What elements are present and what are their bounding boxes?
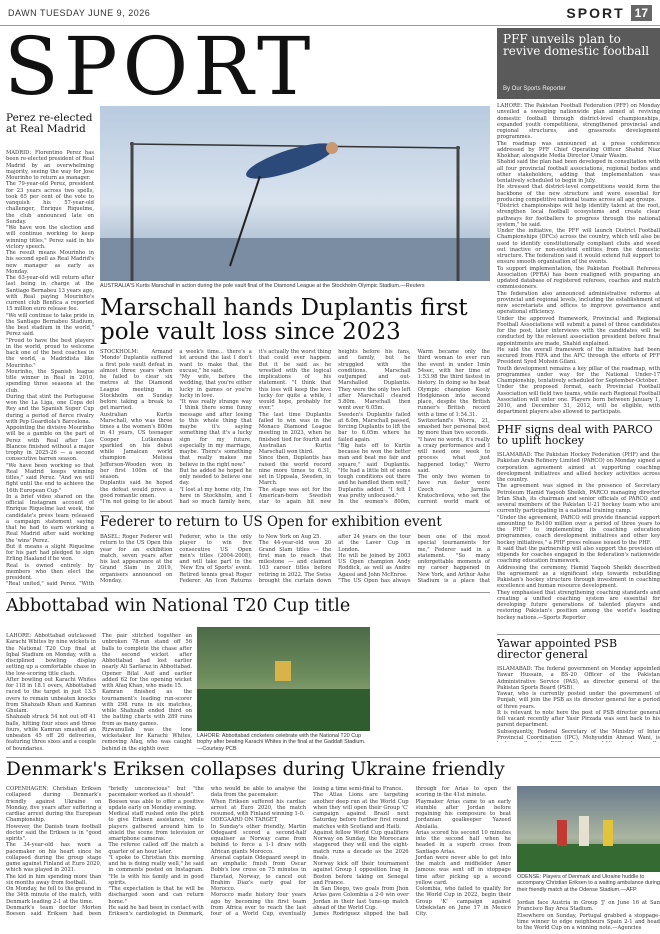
abbottabad-body: LAHORE: Abbottabad outclassed Karachi Whites by nine wickets in the National T20 Cup final at Iqbal Stadium on Monday, with a disciplined bowling display setting up a comfortable chase in the low-scoring title clash. After bowling out Karachi Whites for 118 in 18.1 overs, Abbottabad raced to the target in just 13.5 overs to remain unbeaten knocks from Shahzaib Khan and Kamran Ghulam. Shahzaib struck 54 not out off 41 balls, hitting four sixes and three fours, while Kamran smashed an unbeaten 45 off 26 deliveries, featuring three sixes and a couple of boundaries. The pair stitched together an unbroken 78-run stand off 56 balls to complete the chase after the second wicket after Abbottabad had lost earlier nearly Ali Sarfaraz in Abbottabad. Opener Bilal Asif and earlier added 62 for the opening wicket with Afaq Khan, who made 15. Kamran finished as the tournament's leading run-scorer with 298 runs in six matches, while Shahzaib ended third on the batting charts with 289 runs from as many games. Rizwanullah was the lone wicketaker for Karachi Whites, removing Afaq, who was caught behind in the eighth over. [6, 633, 192, 752]
photo-pole-vault [100, 106, 490, 281]
eriksen-tail: Jordan face Austria in Group 'J' on June 16 at San Francisco Bay Area Stadium. Elsewhere on Sunday, Portugal grabbed a stoppage-time winner to edge neighbours Spain 2-1 and head to the World Cup on a winning note.—Agencies [517, 900, 660, 931]
federer-headline: Federer to return to US Open for exhibition event [100, 515, 442, 530]
abbottabad-byline-box [6, 620, 96, 629]
masthead-section: SPORT [566, 4, 625, 21]
photo-eriksen [517, 786, 660, 872]
abbottabad-body-right [374, 633, 490, 755]
rule-yawar [497, 634, 660, 635]
federer-body: BASEL: Roger Federer will return to the US Open this year for an exhibition match, seven years after his last appearance at the Grand Slam in 2019, organisers announced on Monday. Federer, who is the only player to win five consecutive US Open men's titles (2004-2008), and will take part in the 'New Era of Sports' event. Retired tennis great Roger Federer. An Icon Returns to New York on Aug 25. The 44-year-old won 20 Grand Slam titles — the first man to reach that milestone — and claimed 103 career titles before retiring in 2022. The Swiss brought the curtain down after 24 years on the tour at the Laver Cup in London. He will be joined by 2003 US Open champion Andy Roddick, as well as Andre Agassi and John McEnroe. "The US Open has always been one of the most special tournaments for me," Federer said in a statement. "So many unforgettable moments of my career happened in New York, and Arthur Ashe Stadium is a place that [100, 534, 490, 584]
rule-eriksen [6, 757, 660, 758]
pff-headline: PFF unveils plan to revive domestic football [503, 32, 650, 59]
photo-bottom-caption: ODENSE: Players of Denmark and Ukraine huddle to accompany Christian Eriksen to a waiting ambulance during their friendly match at the Odense Stadium.—AFP [517, 874, 660, 893]
perez-headline: Perez re-elected at Real Madrid [6, 113, 93, 135]
eriksen-headline: Denmark's Eriksen collapses during Ukraine friendly [6, 760, 505, 780]
pff-body: LAHORE: The Pakistan Football Federation (PFF) on Monday unveiled a sweeping nationwide plan aimed at reviving domestic football through district-level championships, expanded youth competitions, strengthened provincial and regional structures, and grassroots development programmes. The roadmap was announced at a press conference addressed by PFF Chief Operating Officer Shahid Niaz Khokhar, alongside Media Director Umair Wasim. Shahid said the plan had been developed in consultation with all four provincial football associations, regional bodies and other stakeholders, adding that implementation was tentatively scheduled to begin in July. He stressed that district-level competitions would form the backbone of the new structure and were essential for producing competitive national teams across all age groups. "District championships will help identify talent at the root, strengthen local football ecosystems and create clear pathways for footballers to progress through the national system," he said. Under the initiative, the PFF will launch District Football Championships (DFCs) across the country, which will also be used to identify constitutionally compliant clubs and weed out inactive or non-existent entities from the domestic structure. The federation said it would extend full support to ensure smooth organisation of the events. To support implementation, the Pakistan Football Referees Association (PFRA) has been realigned with preparing an updated database of registered referees, coaches and match commissioners. The federation also announced administrative reforms at provincial and regional levels, including the establishment of new secretariats and offices to improve governance and operational efficiency. Under the approved framework, Provincial and Regional Football Associations will submit a panel of three candidates for the post, later interviews with the candidates will be conducted by the relevant association president before final appointments are made, Shahid explained. He said the overall framework of the initiative had been secured from FIFA and the AFC through the efforts of PFF President Syed Mohsin Gilani. Youth development remains a key pillar of the roadmap, with programmes under way for the National Under-17 Championship, tentatively scheduled for September-October. Under the proposed format, each Provincial Football Association will field two teams, while each Regional Football Association will enter one. Players born between January 1, 2010, and December 31, 2012, will be eligible, with department players also allowed to participate. [497, 103, 660, 416]
section-title: SPORT [4, 28, 316, 106]
footballers-illustration [517, 786, 660, 872]
yawar-body: ISLAMABAD: The federal government on Monday appointed Yawar Hussain, a BS-20 Officer of the Pakistan Administrative Service (PAS), as director general of the Pakistan Sports Board (PSB). Yawar, who is currently posted under the government of Punjab, will join the PSB as its director general for a period of three years. It is relevant to note here the post of PSB director general fell vacant recently after Yasir Pirzada was sent back to his parent department. Subsequently, Federal Secretary of the Ministry of Inter Provincial Coordination (IPC), Mohyuddin Ahmad Wani, is [497, 666, 660, 741]
yawar-headline: Yawar appointed PSB director general [497, 638, 618, 661]
parco-body: ISLAMABAD: The Pakistan Hockey Federation (PHF) and the Pakistan Arab Refinery Limited (PARCO) on Monday signed a corporation agreement aimed at supporting coaching development initiatives and allied hockey activities across the country. The agreement was signed in the presence of Secretary Petroleum Hamid Yaqoob Sheikh, PARCO managing director Irfan Shah, its chairman and senior officials of PARCO and several members of the Pakistan U-21 hockey team who are currently participating in a national training camp. "Under the agreement, PARCO will provide financial support amounting to Rs100 million over a period of three years to the PHF" to implementing its coaching education programmes, coach development initiatives and other key hockey initiatives," a PHF press release issued to the PHF. It said that the partnership will also support the provision of stipends for coaches engaged in the federation's nationwide coaching education framework. Addressing the ceremony, Hamid Yaqoob Sheikh described the agreement as a significant step towards rebuilding Pakistan's hockey structure through investment in coaching excellence and human resource development. They emphasised that strengthening coaching standards and creating a unified coaching system are essential for developing future generations of talented players and restoring Pakistan's position among the world's leading hockey nations.—Sports Reporter [497, 452, 660, 621]
perez-body: MADRID: Florentino Perez has been re-elected president of Real Madrid by an overwhelming majority, seeing the way for Jose Mourinho to return as manager. The 79-year-old Perez, president for 23 years across two spells, took 65 per cent of the vote to vanquish his 57-year-old challenger, Enrique Riquelme, the club announced late on Sunday. "We have won the election and will continue working to keep winning titles," Perez said in his victory speech. The result means Mourinho in his second spell as Real Madrid's new manager as early as Monday. The 63-year-old will return after last being in charge at the Santiago Bernabeu 13 years ago, with Real paying Mourinho's current club Benfica a reported 15 million euro release fee. "We will continue to take pride in the Santiago Bernabeu Stadium, the best stadium in the world," Perez said. "Proud to have the best players in the world, proud to welcome back one of the best coaches in the world, a Madridista like Mourinho." Mourinho, the Spanish league title winner in Real in 2010, spending three seasons at the club. During that stint the Portuguese won the La Liga, one Copa del Rey and the Spanish Super Cup during a period of fierce rivalry with Pep Guardiola's Barcelona. Appointing the divisive Mourinho will be a gamble on the part of Perez with Real after Los Blancos finished without a major trophy in 2025-26 — a second consecutive barren season. "We have been working so that Real Madrid keeps winning titles," said Perez. "And we will fight until the end to achieve the 16th European Cup." In a brief video shared on the official Instagram account of Enrique Riquelme last week, the candidate's press team released a campaign statement saying that he had to earn working a Real Madrid after said working the 'wins' Perez. But it means a slight Riquelme for his part had pledged to sign Erling Haaland if he won. Real is owned entirely by members who then elect the president. "Real united," said Perez. "With [6, 150, 94, 588]
masthead-date: DAWN TUESDAY JUNE 9, 2026 [8, 7, 151, 18]
cricket-team-illustration [197, 627, 370, 731]
pole-vault-illustration [100, 106, 490, 281]
marschall-headline: Marschall hands Duplantis first pole vault loss since 2023 [100, 296, 468, 344]
photo-abbottabad [197, 627, 370, 731]
rule-abbottabad [6, 592, 490, 593]
photo-mid-caption: LAHORE: Abbottabad cricketers celebrate with the National T20 Cup trophy after beating Karachi Whites in the final at the Gaddafi Stadium.—Courtesy PCB [197, 733, 366, 752]
page-number: 17 [631, 5, 652, 21]
pff-byline: By Our Sports Reporter [503, 86, 566, 92]
photo-top-caption: AUSTRALIA'S Kurtis Marschall in action during the pole vault final of the Diamond League at the Stockholm Olympic Stadium.—Reuters [100, 283, 425, 289]
marschall-body: STOCKHOLM: Armand 'Mondo' Duplantis suffered a first pole vault defeat in almost three years when he failed to clear six metres at the Diamond League meeting in Stockholm on Sunday before taking a break to get married. Australian Kurtis Marschall, who was three times a the women's 800m in 41 years, US teenager Cooper Lutkenhaus sparkled on his debut while Jamaican world champion Melissa Jefferson-Wooden won in her first 100m of the season. Duplantis said he hoped the defeat would prove a good romantic omen. "I'm not going to lie about a week's time... there's a lot around the last I don't want to make that the excuse," he said. "My wife, before the wedding, that you're either lucky in games or you're lucky in love. "It was really strange way I think there some funny message and after losing to this whole thing that maybe it's saying something that it's a lucky sign for my future, especially in my marriage, maybe. There's something that really makes me believe in the right now." But he added he hoped he only needed to believe one day. "I lost at my home city, I'm here in Stockholm, and I had so much family here, it's actually the worst thing that could ever happen. But it be said as he wrestled with the logical implications of his statement. "I think that this loss will keep the love lucky for quite a while, I would hope, probably for ever." The last time Duplantis failed to win was in the Monaco Diamond League meeting in 2023, when he finished tied for fourth and Australian Kurtis Marschall won third. Since then, Duplantis has raised the world record nine more times to 6.31, set in Uppsala, Sweden, in March. The stage was set for the American-born Swedish star to again hit new heights before his fans, and family, but he struggled with the conditions. Marschall outjumped and out-Marshalled Duplantis. They were the only two left after Marschall cleared 5.80m. Marschall then went over 6.05m. Sweden's Duplantis failed at 6.0m, Marschall passed, forcing Duplantis to lift the bar to 6.05m where he failed again. "Big hats off to Kurtis because he won the better man and beat me fair and square," said Duplantis. "He had a little bit of some tough conditions out there and he handled them well," Duplantis added. "I felt I was pretty unfocused." In the women's 800m, Warm became only the third woman to ever run the event in under 1min 54sec, with her time of 1:53.98 the third fastest in history. In doing so he beat Olympic champion Keely Hodgkinson into second place, despite the British runner's British record with a time of 1:54.31. Switzerland's Worra, 21, smashed her personal best by more than two seconds. "I have no words, it's really a crazy performance and I will need one week to process what just happened today," Werro said. The only two women to have run faster were Czech Jarmila Kratochvilova, who set the current world mark of [100, 349, 490, 505]
parco-headline: PHF signs deal with PARCO to uplift hockey [497, 424, 653, 447]
masthead [0, 0, 660, 26]
rule-parco [497, 420, 660, 421]
abbottabad-headline: Abbottabad win National T20 Cup title [6, 597, 351, 616]
pff-headline-box [497, 28, 660, 99]
eriksen-body: COPENHAGEN: Christian Eriksen collapsed during Denmark's friendly against Ukraine on Monday, five years after suffering a cardiac arrest during the European Championship. However, the Danish team football doctor said the Eriksen is in "good spirits". The 34-year-old has worn a pacemaker on his heart since he collapsed during the group stage game against Finland at Euro 2020, which was played in 2021. The kid in him spending more than six months away from football. On Monday, he fell to the ground in the 34th minute of the match, with Denmark leading 2-1 at the time. Denmark's team doctor Morten Boesen said Eriksen had been "briefly unconscious" but "the pacemaker worked as it should". Boesen was able to offer a positive update early on Monday evening. Medical staff rushed onto the pitch to give Eriksen assistance, while players gathered around him to shield the scene from television or smartphone cameras. The referee called off the match a quarter of an hour later. "I spoke to Christian this morning and he is doing really well," he said in comments posted on Instagram. "He is with his family and in good spirits. "The expectation is that he will be discharged soon and can return home." He said he had been in contact with Eriksen's cardiologist in Denmark, who would be able to analyse the data from the pacemaker. When Eriksen suffered his cardiac arrest at Euro 2020, the match resumed, with Finland winning 1-0. ODEGAARD ON TARGET In Sunday's other friendly, Martin Odegaard scored a second-half equaliser as Norway came from behind to force a 1-1 draw with African giants Morocco. Arsenal captain Odegaard swept in an emphatic finish from Oscar Bobb's low cross on 75 minutes in Harstad, Norway, to cancel out Brahim Diaz's early goal for Morocco. Morocco made history four years ago by becoming the first team from Africa ever to reach the last four of a World Cup, eventually losing a time semi-final to France. The Atlas Lions are targeting another deep run at the World Cup when they will open their Group 'C' campaign against Brazil next Saturday before further first round matches with Scotland and Haiti. Against fellow World Cup qualifiers Norway on Sunday, the Moroccans staggered they will end the eight-match runs a decade as the 2026 finals. Norway kick off their tournament against Group I opposition Iraq in Boston before taking on Senegal and France. In San Diego, two goals from Jhon Arias gave Colombia a 2-0 win over Jordan in their last tune-up match ahead of the World Cup. James Rodriguez slipped the ball through for Arias to open the scoring in the 41st minute. Playmaker Arias came to an early stumble after Jordan before regaining his composure to beat Jordanian goalkeeper Yazeed Abulaila. Arias scored his second 10 minutes into the second half when he headed in a superb cross from Santiago Arias. Jordan were never able to get into the match and midfielder Amer Jamous was sent off in stoppage time after picking up a second yellow card. Colombia, who failed to qualify for the World Cup in 2022, begin their Group 'K' campaign against Uzbekistan on June 17 in Mexico City. [6, 786, 511, 917]
masthead-right [566, 5, 652, 21]
rule-federer [100, 511, 490, 512]
